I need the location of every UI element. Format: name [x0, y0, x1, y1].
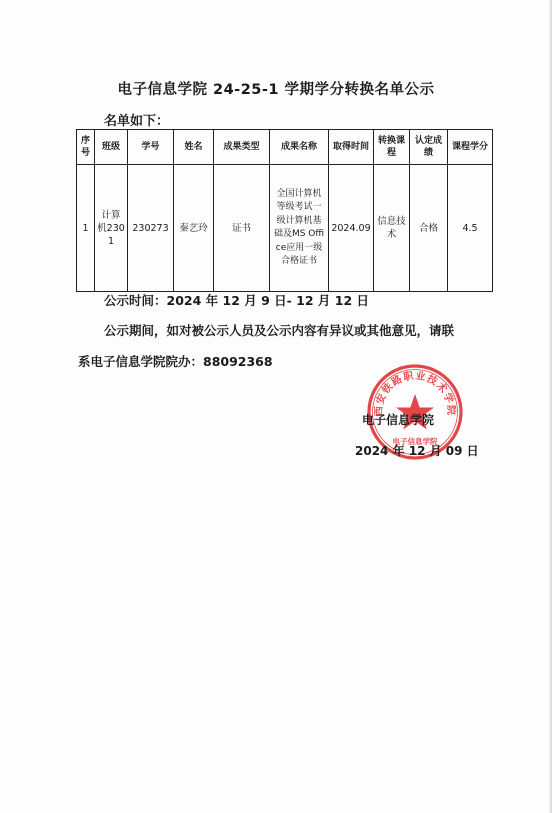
seal-ring-text: 西安铁路职业技术学院	[373, 370, 457, 417]
header-name: 姓名	[174, 130, 214, 165]
header-class: 班级	[95, 130, 128, 165]
header-grade: 认定成绩	[410, 130, 448, 165]
cell-index: 1	[77, 165, 95, 292]
cell-type: 证书	[214, 165, 270, 292]
document-title: 电子信息学院 24-25-1 学期学分转换名单公示	[117, 82, 435, 98]
header-student-id: 学号	[128, 130, 174, 165]
credit-transfer-table	[76, 129, 493, 292]
notice-line-1: 公示期间，如对被公示人员及公示内容有异议或其他意见，请联	[104, 323, 455, 338]
header-index: 序号	[77, 130, 95, 165]
cell-grade: 合格	[410, 165, 448, 292]
cell-achievement: 全国计算机等级考试一级计算机基础及MS Office应用一级合格证书	[270, 165, 329, 292]
notice-period: 公示时间：2024 年 12 月 9 日- 12 月 12 日	[104, 293, 370, 308]
table-row	[77, 165, 493, 292]
notice-line-2: 系电子信息学院院办：88092368	[78, 354, 273, 369]
table-header-row	[77, 130, 493, 165]
cell-name: 秦艺玲	[174, 165, 214, 292]
header-course: 转换课程	[374, 130, 410, 165]
signing-date: 2024 年 12 月 09 日	[355, 444, 479, 458]
header-type: 成果类型	[214, 130, 270, 165]
cell-credits: 4.5	[448, 165, 493, 292]
cell-class: 计算机2301	[95, 165, 128, 292]
seal-inner-text: 电子信息学院	[392, 437, 438, 446]
cell-student-id: 230273	[128, 165, 174, 292]
list-intro: 名单如下：	[104, 114, 170, 129]
signing-organization: 电子信息学院	[362, 413, 435, 427]
header-date: 取得时间	[329, 130, 374, 165]
header-achievement: 成果名称	[270, 130, 329, 165]
cell-course: 信息技术	[374, 165, 410, 292]
header-credits: 课程学分	[448, 130, 493, 165]
cell-date: 2024.09	[329, 165, 374, 292]
